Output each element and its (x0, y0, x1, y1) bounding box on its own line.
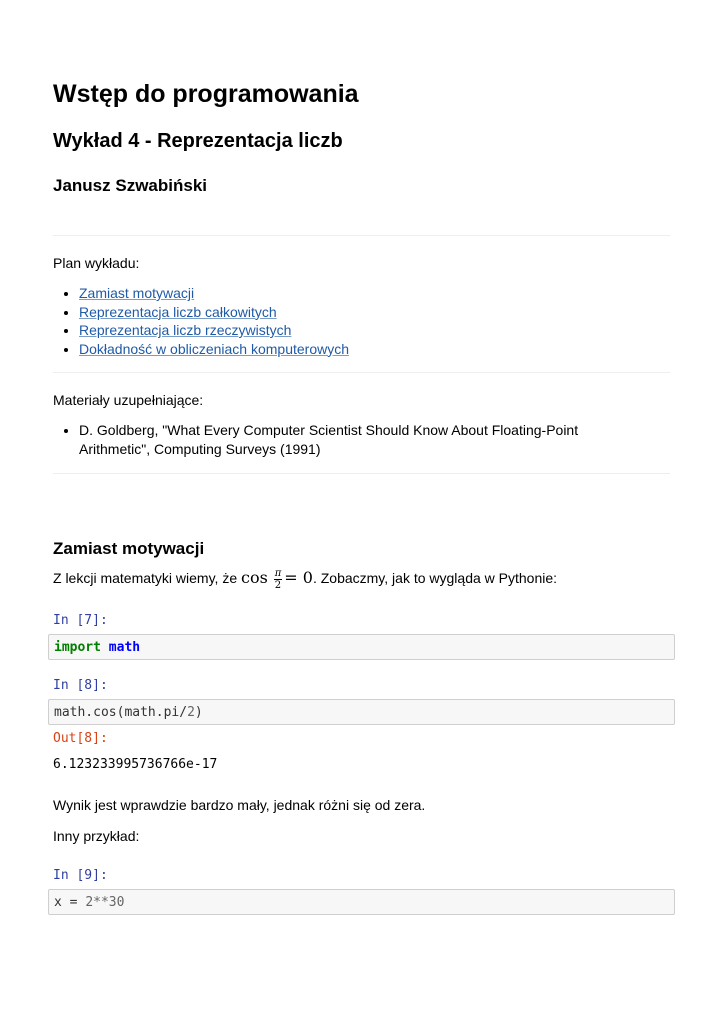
code-number: 30 (108, 895, 125, 910)
code-keyword: import (54, 640, 101, 655)
list-item (79, 321, 349, 340)
cell-output: 6.123233995736766e-17 (53, 757, 218, 772)
list-item (79, 340, 349, 359)
intro-suffix: . Zobaczmy, jak to wygląda w Pythonie: (312, 570, 558, 586)
output-prompt: Out[8]: (53, 731, 108, 746)
plan-link-integers[interactable]: Reprezentacja liczb całkowitych (79, 303, 277, 320)
input-prompt: In [8]: (53, 678, 108, 693)
divider (53, 372, 670, 373)
code-operator: ** (93, 895, 109, 910)
materials-list (53, 421, 639, 458)
plan-link-accuracy[interactable]: Dokładność w obliczeniach komputerowych (79, 340, 350, 357)
code-cell[interactable] (48, 699, 675, 725)
note-paragraph: Inny przykład: (53, 828, 140, 844)
code-text: math.cos(math.pi/ (54, 705, 188, 720)
math-numerator: π (274, 567, 282, 579)
math-cos: cos (241, 568, 268, 587)
code-cell[interactable] (48, 634, 675, 660)
page-title: Wstęp do programowania (53, 80, 359, 108)
list-item: • D. Goldberg, "What Every Computer Scientist Should Know About Floating-Point Arithmetic", Computing Surveys (1991) (79, 421, 639, 458)
list-item (79, 303, 349, 322)
author-name: Janusz Szwabiński (53, 176, 207, 195)
input-prompt: In [7]: (53, 613, 108, 628)
note-paragraph: Wynik jest wprawdzie bardzo mały, jednak różni się od zera. (53, 797, 426, 813)
intro-prefix: Z lekcji matematyki wiemy, że (53, 570, 241, 586)
materials-heading: Materiały uzupełniające: (53, 392, 204, 408)
plan-heading: Plan wykładu: (53, 255, 140, 271)
divider (53, 473, 670, 474)
plan-list (53, 284, 349, 358)
list-item (79, 284, 349, 303)
code-number: 2 (85, 895, 94, 910)
code-text: x = (54, 895, 86, 910)
math-fraction (274, 568, 283, 591)
code-number: 2 (187, 705, 195, 720)
section-heading: Zamiast motywacji (53, 539, 205, 558)
code-text: ) (194, 705, 203, 720)
plan-link-reals[interactable]: Reprezentacja liczb rzeczywistych (79, 322, 292, 338)
math-denominator: 2 (274, 579, 282, 591)
lecture-subtitle: Wykład 4 - Reprezentacja liczb (53, 130, 343, 152)
input-prompt: In [9]: (53, 868, 108, 883)
code-cell[interactable] (48, 889, 675, 915)
plan-link-motivation[interactable]: Zamiast motywacji (79, 285, 195, 301)
divider (53, 235, 670, 236)
code-module: math (108, 640, 141, 655)
intro-paragraph (53, 566, 557, 591)
math-equals: = 0 (284, 568, 313, 587)
